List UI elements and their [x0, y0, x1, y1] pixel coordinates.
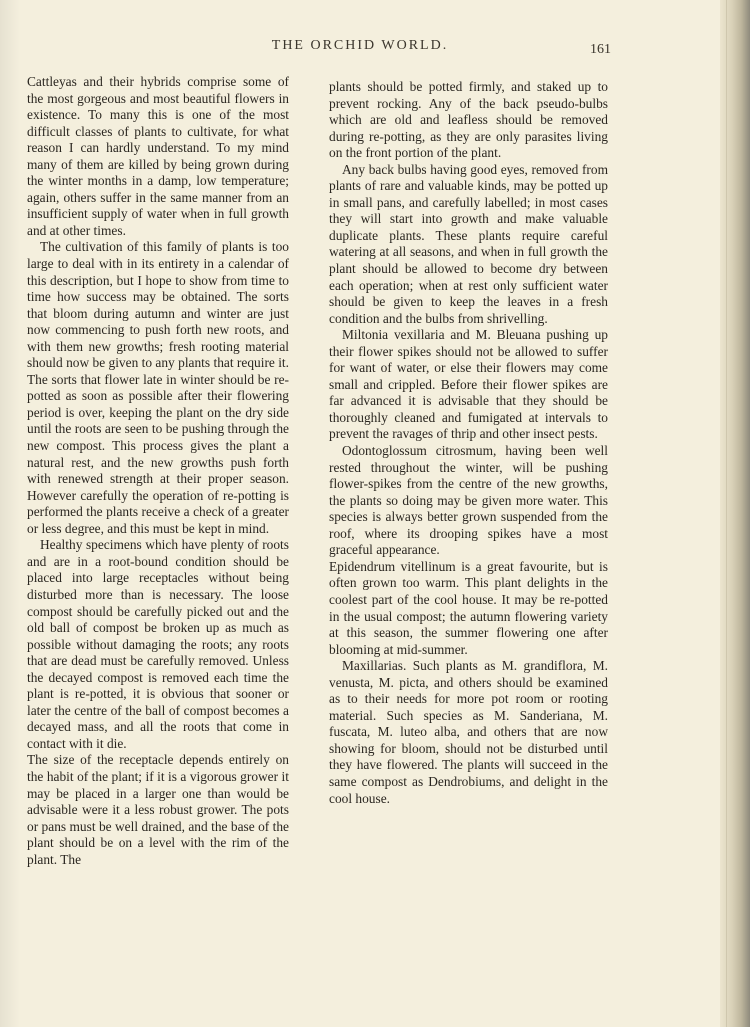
page-edge — [720, 0, 750, 1027]
right-column — [329, 79, 608, 807]
gutter-shadow — [0, 0, 20, 1027]
paragraph: The cultivation of this family of plants is too large to deal with in its entirety in a calendar of this description, but I hope to show from time to time how success may be obtained. The sorts that bloom during autumn and winter are just now commencing to push forth new roots, and with them new growths; fresh rooting material should now be given to any plants that require it. The sorts that flower late in winter should be re-potted as soon as possible after their flowering period is over, keeping the plant on the dry side until the roots are seen to be pushing through the new compost. This process gives the plant a natural rest, and the new growths push forth with renewed strength at their proper season. However carefully the operation of re-potting is performed the plants receive a check of a greater or less degree, and this must be kept in mind. — [27, 239, 289, 536]
paragraph: Cattleyas and their hybrids comprise some of the most gorgeous and most beautiful flowers in existence. To many this is one of the most difficult classes of plants to cultivate, for what reason I can hardly understand. To my mind many of them are killed by being grown during the winter months in a damp, low temperature; again, others suffer in the same manner from an insufficient supply of water when in full growth and at other times. — [27, 74, 289, 238]
paragraph: Healthy specimens which have plenty of roots and are in a root-bound condition should be placed into large receptacles without being disturbed more than is necessary. The loose compost should be carefully picked out and the old ball of compost be broken up as much as possible without damaging the roots; any roots that are dead must be carefully removed. Unless the decayed compost is removed each time the plant is re-potted, it is obvious that sooner or later the centre of the ball of compost becomes a decayed mass, and all the roots that come in contact with it die. — [27, 537, 289, 751]
paragraph: Epidendrum vitellinum is a great favourite, but is often grown too warm. This plant delights in the coolest part of the cool house. It may be re-potted in the usual compost; the autumn flowering variety at this season, the summer flowering one after blooming at mid-summer. — [329, 558, 608, 657]
paragraph: The size of the receptacle depends entirely on the habit of the plant; if it is a vigorous grower it may be placed in a larger one than would be advisable were it a less robust grower. The pots or pans must be well drained, and the base of the plant should be on a level with the rim of the plant. The — [27, 752, 289, 867]
paragraph: Any back bulbs having good eyes, removed from plants of rare and valuable kinds, may be potted up in small pans, and carefully labelled; in most cases they will start into growth and make valuable duplicate plants. These plants require careful watering at all seasons, and when in full growth the plant should be allowed to become dry between each operation; when at rest only sufficient water should be given to keep the leaves in a fresh condition and the bulbs from shrivelling. — [329, 161, 608, 326]
left-column — [27, 74, 289, 868]
paragraph: Miltonia vexillaria and M. Bleuana pushing up their flower spikes should not be allowed to suffer for want of water, or else their flowers may come small and crippled. Before their flower spikes are far advanced it is advisable that they should be thoroughly cleaned and fumigated at intervals to prevent the ravages of thrip and other insect pests. — [329, 327, 608, 442]
paragraph: Maxillarias. Such plants as M. grandiflora, M. venusta, M. picta, and others should be examined as to their needs for more pot room or rooting material. Such species as M. Sanderiana, M. fuscata, M. luteo alba, and others that are now showing for bloom, should not be disturbed until they have flowered. The plants will succeed in the same compost as Dendrobiums, and delight in the cool house. — [329, 658, 608, 806]
paragraph: Odontoglossum citrosmum, having been well rested throughout the winter, will be pushing flower-spikes from the centre of the new growths, the plants so doing may be given more water. This species is always better grown suspended from the roof, where its drooping spikes have a most graceful appearance. — [329, 443, 608, 558]
page-number: 161 — [590, 42, 611, 57]
running-title: THE ORCHID WORLD. — [271, 38, 449, 53]
paragraph: plants should be potted firmly, and staked up to prevent rocking. Any of the back pseudo-bulbs which are old and leafless should be removed during re-potting, as they are only parasites living on the front portion of the plant. — [329, 79, 608, 161]
